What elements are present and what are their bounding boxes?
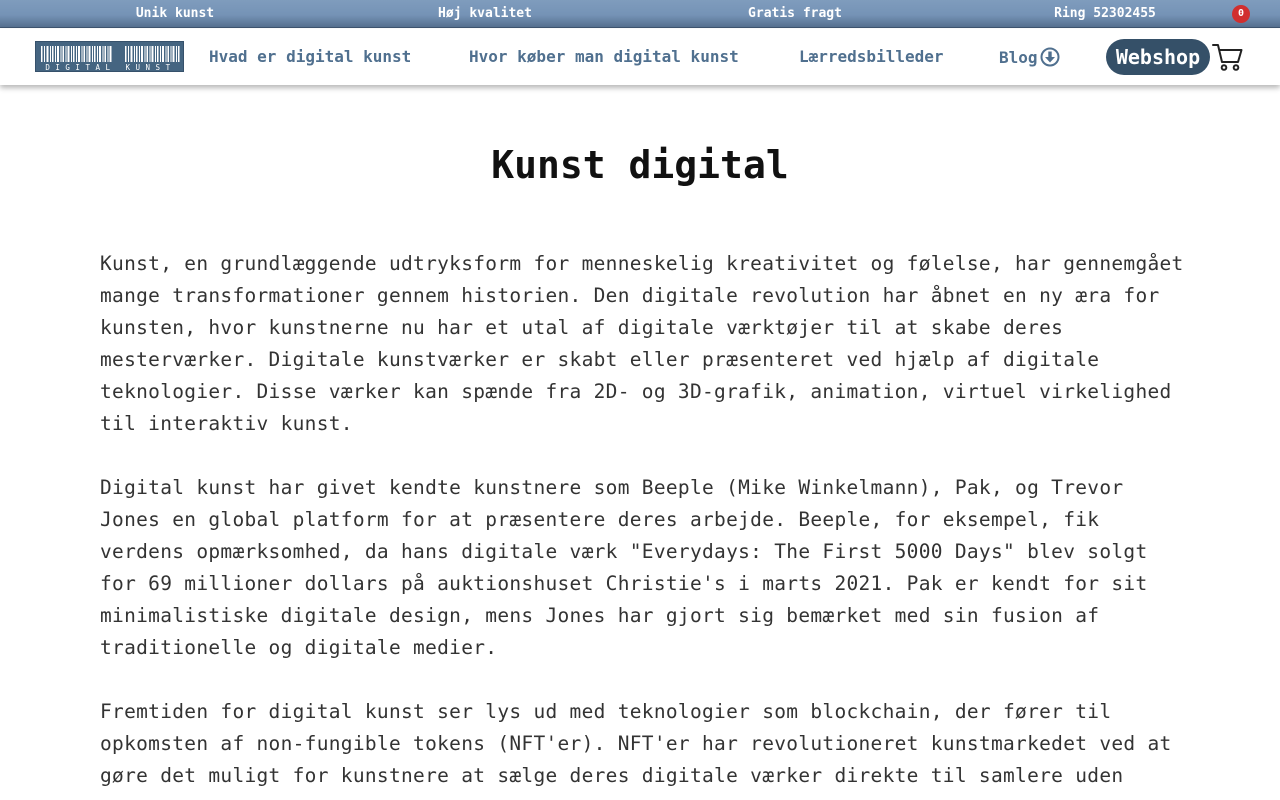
nav-blog-label: Blog — [999, 47, 1038, 67]
nav-where-to-buy[interactable]: Hvor køber man digital kunst — [469, 47, 739, 66]
barcode-bars-left — [41, 46, 112, 62]
barcode-logo-graphic — [36, 42, 184, 72]
promo-high-quality: Høj kvalitet — [438, 6, 532, 21]
nav-blog[interactable] — [999, 29, 1060, 85]
nav-canvas-pictures[interactable]: Lærredsbilleder — [799, 47, 944, 66]
promo-unique-art: Unik kunst — [135, 6, 215, 21]
main-content — [0, 85, 1280, 800]
site-header — [0, 29, 1280, 85]
barcode-bars-right — [125, 46, 180, 62]
download-circle-icon — [1040, 47, 1060, 67]
site-logo[interactable] — [35, 41, 184, 72]
logo-text: DIGITAL KUNST — [45, 63, 176, 72]
promo-phone[interactable]: Ring 52302455 — [1054, 6, 1156, 21]
paragraph-future: Fremtiden for digital kunst ser lys ud med teknologier som blockchain, der fører til opkomsten af non-fungible tokens (NFT'er). NFT'er har revolutioneret kunstmarkedet ved at gøre det muligt for kunstnere at sælge deres digitale værker direkte til samlere uden — [100, 700, 1172, 787]
paragraph-artists: Digital kunst har givet kendte kunstnere som Beeple (Mike Winkelmann), Pak, og Trevor Jones en global platform for at præsentere deres arbejde. Beeple, for eksempel, fik verdens opmærksomhed, da hans digitale værk "Everydays: The First 5000 Days" blev solgt for 69 millioner dollars på auktionshuset Christie's i marts 2021. Pak er kendt for sit minimalistiske digitale design, mens Jones har gjort sig bemærket med sin fusion af traditionelle og digitale medier. — [100, 476, 1148, 659]
webshop-button[interactable]: Webshop — [1106, 39, 1210, 75]
cart-count-badge: 0 — [1232, 5, 1250, 23]
page-title: Kunst digital — [491, 143, 789, 187]
nav-what-is-digital-art[interactable]: Hvad er digital kunst — [209, 47, 412, 66]
promo-bar — [0, 0, 1280, 28]
promo-free-shipping: Gratis fragt — [748, 6, 842, 21]
shopping-cart-icon[interactable] — [1212, 40, 1244, 72]
paragraph-intro: Kunst, en grundlæggende udtryksform for menneskelig kreativitet og følelse, har gennemgået mange transformationer gennem historien. Den digitale revolution har åbnet en ny æra for kunsten, hvor kunstnerne nu har et utal af digitale værktøjer til at skabe deres mesterværker. Digitale kunstværker er skabt eller præsenteret ved hjælp af digitale teknologier. Disse værker kan spænde fra 2D- og 3D-grafik, animation, virtuel virkelighed til interaktiv kunst. — [100, 252, 1184, 435]
